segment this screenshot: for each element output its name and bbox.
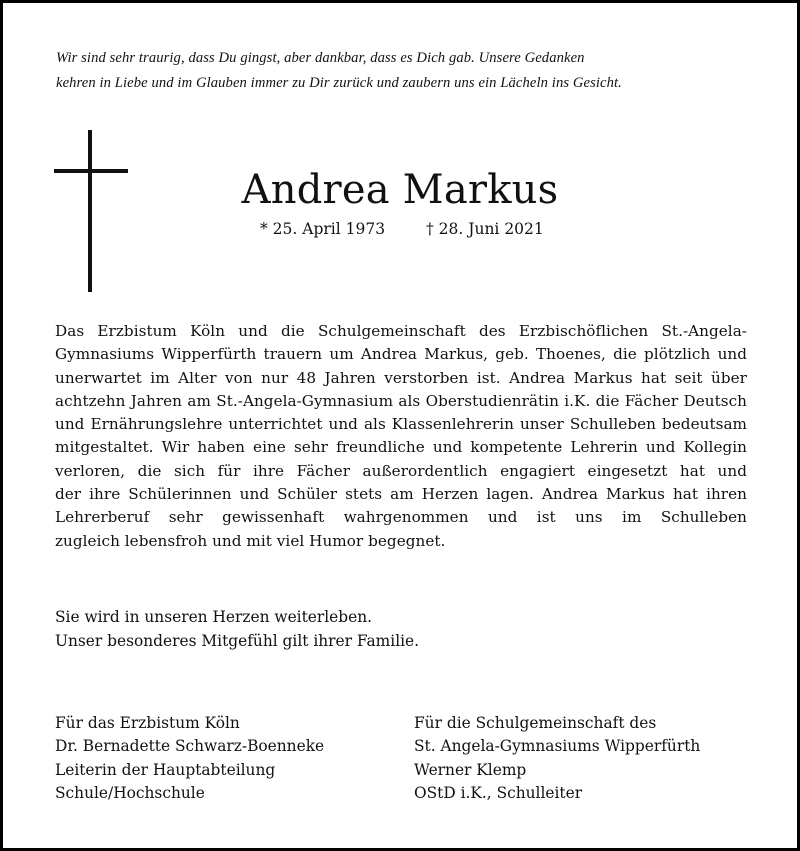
obituary-line: zugleich lebensfroh und mit viel Humor begegnet. [55,531,446,550]
cross-icon [54,130,128,292]
obituary-line: verloren, die sich für ihre Fächer außerordentlich engagiert eingesetzt hat und [55,461,747,480]
signature-archdiocese [55,712,324,805]
obituary-line: mitgestaltet. Wir haben eine sehr freundliche und kompetente Lehrerin und Kollegin [55,438,747,457]
obituary-line: und Ernährungslehre unterrichtet und als Klassenlehrerin unser Schulleben bedeutsam [55,415,747,434]
signature-school [414,712,700,805]
death-date: † 28. Juni 2021 [426,220,544,238]
deceased-name: Andrea Markus [241,167,559,213]
obituary-text [55,320,747,553]
closing-line: Unser besonderes Mitgefühl gilt ihrer Familie. [55,631,420,650]
closing-words [55,606,419,653]
obituary-line: Lehrerberuf sehr gewissenhaft wahrgenommen und ist uns im Schulleben [55,508,747,527]
signature-line: Für das Erzbistum Köln [55,714,240,732]
signature-line: Schule/Hochschule [55,783,205,802]
signature-line: Werner Klemp [414,760,527,779]
signature-line: OStD i.K., Schulleiter [414,783,583,802]
motto-line: Wir sind sehr traurig, dass Du gingst, aber dankbar, dass es Dich gab. Unsere Gedanken [56,50,585,66]
motto-line: kehren in Liebe und im Glauben immer zu Dir zurück und zaubern uns ein Lächeln ins Gesicht. [56,75,622,91]
obituary-line: der ihre Schülerinnen und Schüler stets am Herzen lagen. Andrea Markus hat ihren [55,485,747,504]
obituary-line: achtzehn Jahren am St.-Angela-Gymnasium als Oberstudienrätin i.K. die Fächer Deutsch [55,391,747,410]
cross-horizontal-bar [54,169,128,173]
birth-date: * 25. April 1973 [260,220,386,238]
signature-line: St. Angela-Gymnasiums Wipperfürth [414,737,701,756]
motto-quote [56,46,756,96]
obituary-line: Das Erzbistum Köln und die Schulgemeinschaft des Erzbischöflichen St.-Angela- [55,322,747,340]
signature-line: Leiterin der Hauptabteilung [55,760,276,779]
cross-vertical-bar [88,130,92,292]
obituary-line: Gymnasiums Wipperfürth trauern um Andrea Markus, geb. Thoenes, die plötzlich und [55,345,747,364]
signature-line: Dr. Bernadette Schwarz-Boenneke [55,737,325,756]
signature-line: Für die Schulgemeinschaft des [414,714,657,732]
closing-line: Sie wird in unseren Herzen weiterleben. [55,608,373,626]
obituary-line: unerwartet im Alter von nur 48 Jahren verstorben ist. Andrea Markus hat seit über [55,368,747,387]
